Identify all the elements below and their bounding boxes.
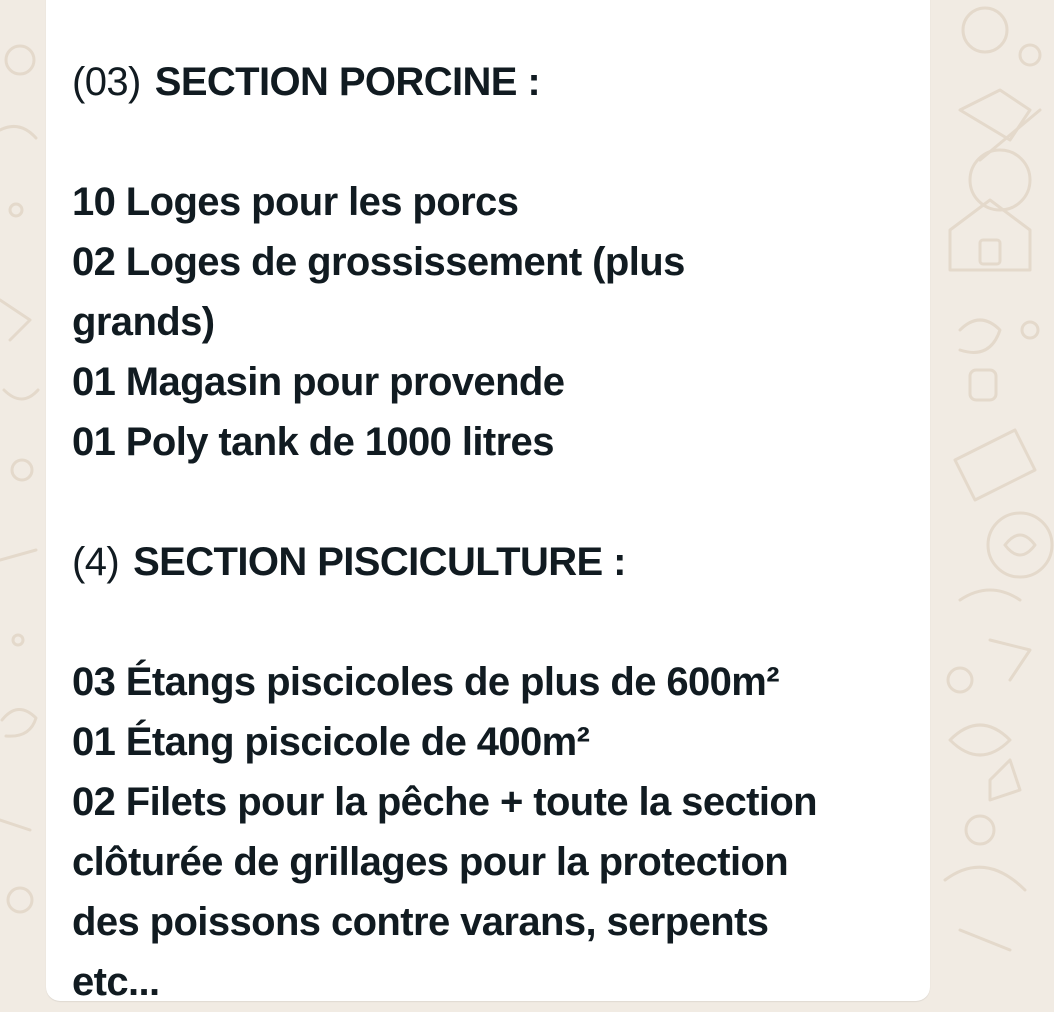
list-item: 01 Étang piscicole de 400m² bbox=[72, 720, 590, 764]
list-item: etc... bbox=[72, 960, 160, 1004]
section-pisciculture-heading bbox=[72, 532, 922, 592]
list-item: grands) bbox=[72, 300, 215, 344]
list-item: 02 Loges de grossissement (plus bbox=[72, 240, 685, 284]
list-item: 01 Magasin pour provende bbox=[72, 360, 565, 404]
list-item: 01 Poly tank de 1000 litres bbox=[72, 420, 554, 464]
blank-line bbox=[72, 472, 922, 532]
list-item: 02 Filets pour la pêche + toute la section bbox=[72, 780, 818, 824]
section-porcine-heading bbox=[72, 52, 922, 112]
section-porcine-title: SECTION PORCINE : bbox=[154, 60, 541, 104]
blank-line bbox=[72, 112, 922, 172]
list-item: 03 Étangs piscicoles de plus de 600m² bbox=[72, 660, 779, 704]
section-pisciculture-title: SECTION PISCICULTURE : bbox=[133, 540, 626, 584]
section-porcine-number: (03) bbox=[72, 60, 141, 104]
message-text bbox=[72, 52, 922, 1012]
list-item: 10 Loges pour les porcs bbox=[72, 180, 519, 224]
list-item: des poissons contre varans, serpents bbox=[72, 900, 769, 944]
list-item: clôturée de grillages pour la protection bbox=[72, 840, 789, 884]
blank-line bbox=[72, 592, 922, 652]
section-pisciculture-number: (4) bbox=[72, 540, 120, 584]
